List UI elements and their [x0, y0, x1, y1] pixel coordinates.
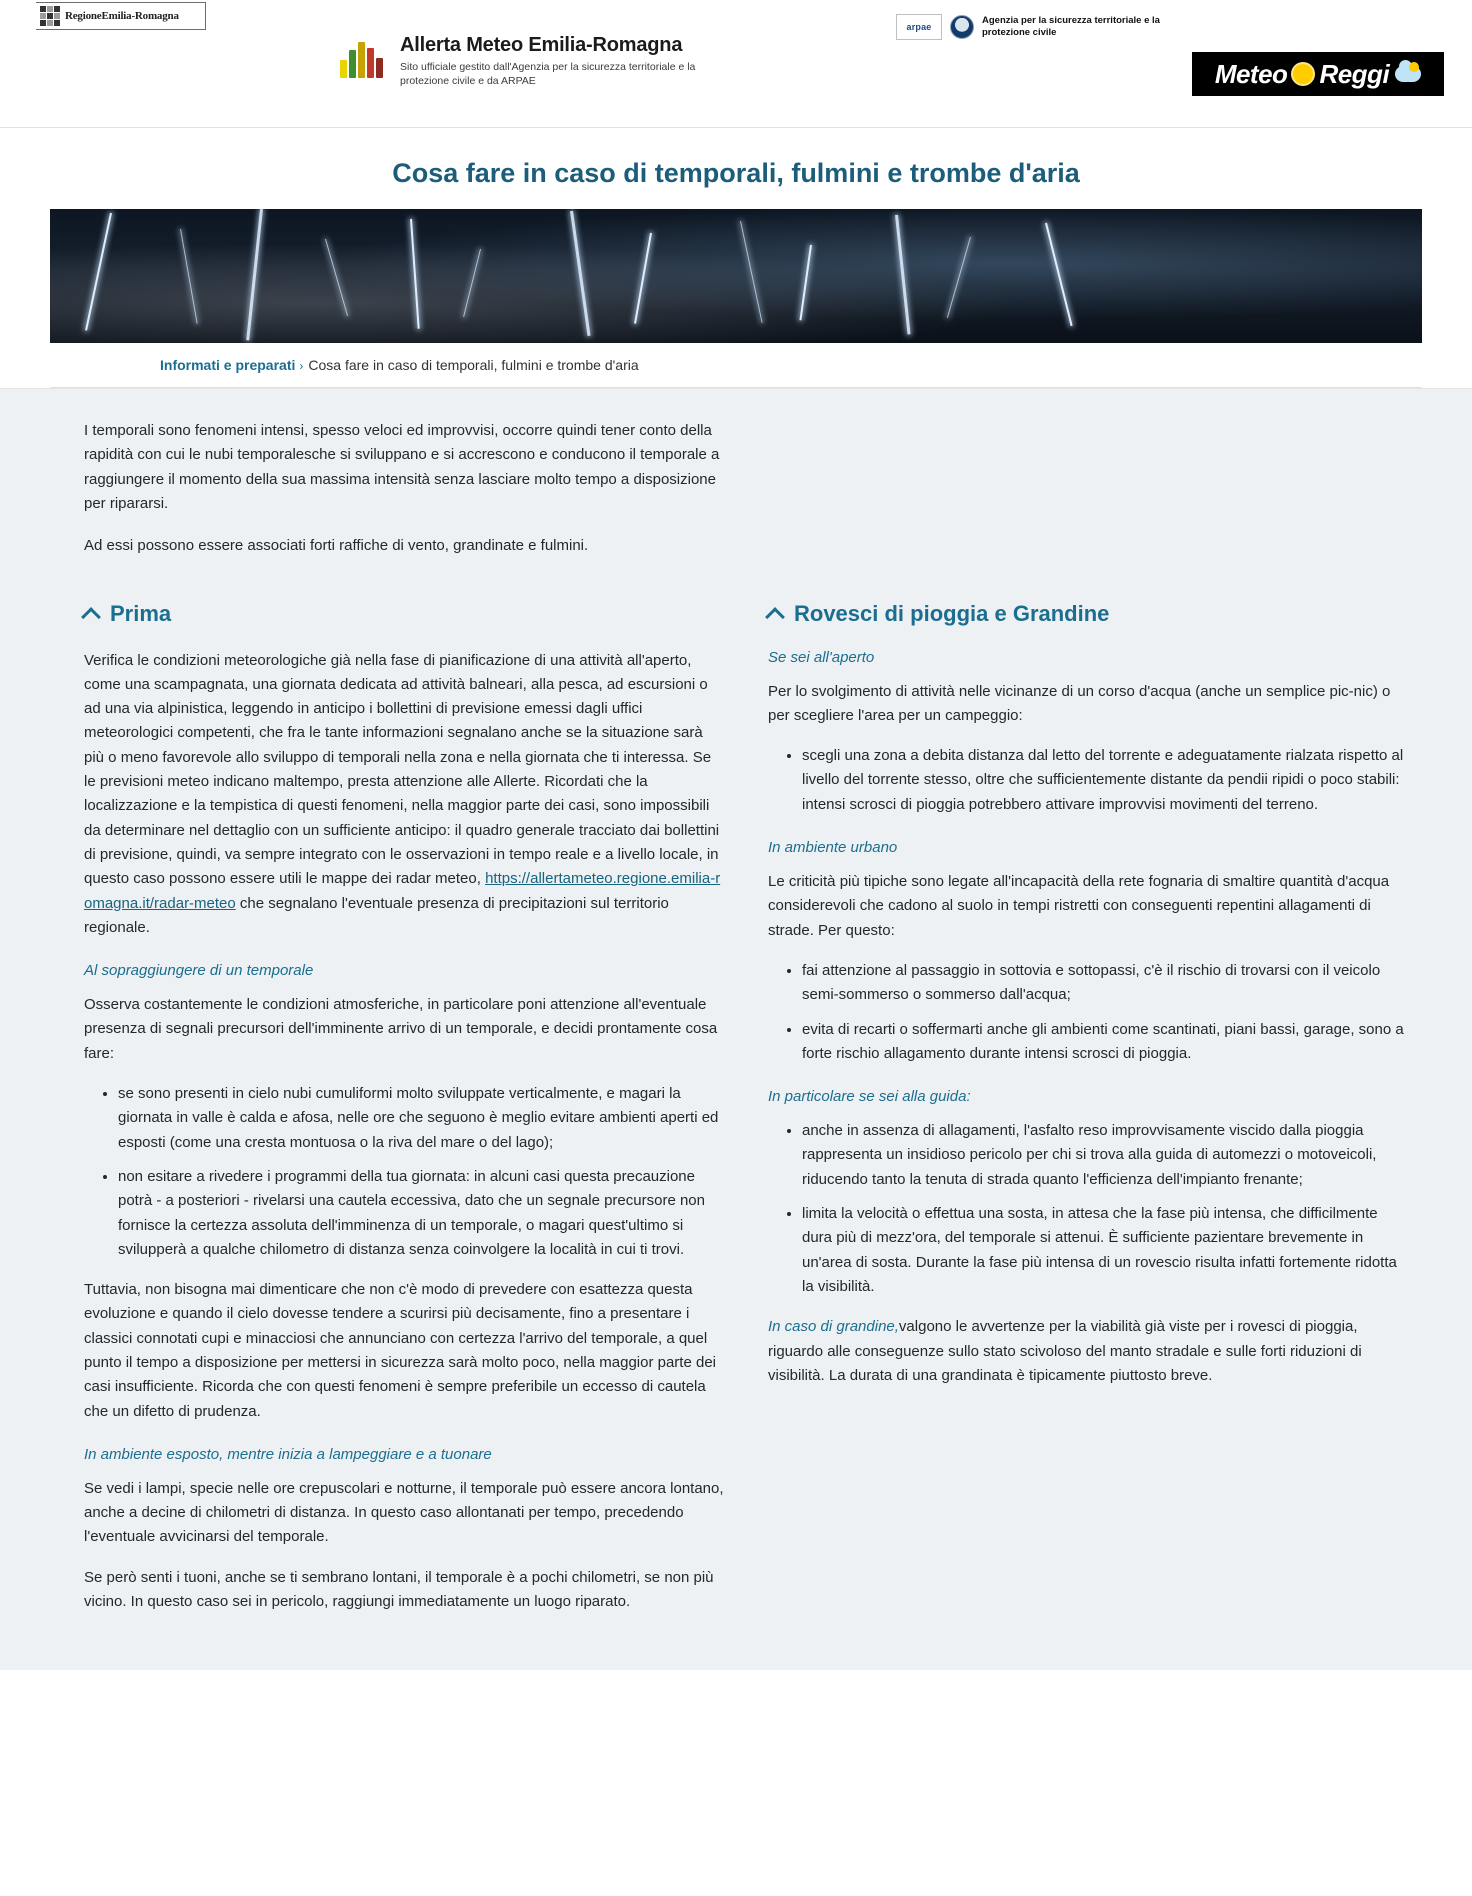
- rovesci-paragraph-1: Per lo svolgimento di attività nelle vicinanze di un corso d'acqua (anche un semplice pic-nic) o per scegliere l'area per un campeggio:: [768, 682, 1391, 724]
- prima-bullet-list: [84, 1082, 724, 1262]
- arpae-block[interactable]: [896, 14, 1172, 40]
- chevron-up-icon: [81, 607, 101, 627]
- subheading-se-sei-all-aperto: Se sei all'aperto: [768, 648, 875, 666]
- breadcrumb-separator-icon: ›: [299, 359, 304, 374]
- protezione-civile-badge-icon: [950, 15, 974, 39]
- list-item: • limita la velocità o effettua una sosta, in attesa che la fase più intensa, che difficilmente dura più di mezz'ora, del temporale si attenui. È sufficiente pazientare brevemente in un'area di sosta. Durante la fase più intensa di un rovescio risulta infatti fortemente ridotta la visibilità.: [802, 1202, 1408, 1299]
- list-item: • non esitare a rivedere i programmi della tua giornata: in alcuni casi questa precauzione potrà - a posteriori - rivelarsi una cautela eccessiva, dato che un segnale precursore non fornisce la certezza assoluta dell'imminenza di un temporale, o magari quest'ultimo si svilupperà a qualche chilometro di distanza senza coinvolgere la località in cui ti trovi.: [118, 1165, 724, 1262]
- radar-meteo-link[interactable]: https://allertameteo.regione.emilia-romagna.it/radar-meteo: [84, 870, 721, 912]
- intro-paragraph-2: Ad essi possono essere associati forti raffiche di vento, grandinate e fulmini.: [84, 537, 589, 555]
- section-header-prima[interactable]: [84, 601, 724, 627]
- arpae-logo-icon: arpae: [896, 14, 942, 40]
- column-rovesci: [768, 595, 1408, 1631]
- region-logo-icon: [40, 6, 60, 26]
- subheading-sopraggiungere: Al sopraggiungere di un temporale: [84, 962, 314, 980]
- breadcrumb-current: Cosa fare in caso di temporali, fulmini e trombe d'aria: [308, 357, 639, 374]
- list-item: • scegli una zona a debita distanza dal letto del torrente e adeguatamente rialzata rispetto al livello del torrente stesso, oltre che sufficientemente distante da pendii ripidi o poco stabili: intensi scrosci di pioggia potrebbero attivare improvvisi movimenti del terreno.: [802, 744, 1408, 817]
- meteo-reggi-word-2: Reggi: [1319, 58, 1390, 89]
- subheading-ambiente-esposto: In ambiente esposto, mentre inizia a lampeggiare e a tuonare: [84, 1445, 492, 1463]
- prima-p1-text-before: Verifica le condizioni meteorologiche già nella fase di pianificazione di una attività all'aperto, come una scampagnata, una giornata dedicata ad attività balneari, alla pesca, ad escursioni o ad una via alpinistica, leggendo in anticipo i bollettini di previsione emessi dagli uffici meteorologici competenti, che fra le tante informazioni segnalano anche se la situazione sarà più o meno favorevole allo sviluppo di temporali nella zona e nella giornata che ti interessa. Se le previsioni meteo indicano maltempo, presta attenzione alle Allerte. Ricordati che la localizzazione e la tempistica di questi fenomeni, nella maggior parte dei casi, sono impossibili da determinare nel dettaglio con un sufficiente anticipo: il quadro generale tracciato dai bollettini di previsione, quindi, va sempre integrato con le osservazioni in tempo reale e a livello locale, in questo caso possono essere utili le mappe dei radar meteo,: [84, 651, 720, 888]
- rovesci-closing-paragraph: [768, 1315, 1408, 1388]
- list-item: • fai attenzione al passaggio in sottovia e sottopassi, c'è il rischio di trovarsi con il veicolo semi-sommerso o sommerso dall'acqua;: [802, 959, 1408, 1008]
- prima-paragraph-2: Osserva costantemente le condizioni atmosferiche, in particolare poni attenzione all'eventuale presenza di segnali precursori dell'imminente arrivo di un temporale, e decidi prontamente cosa fare:: [84, 996, 718, 1062]
- rovesci-bullet-list-3: [768, 1119, 1408, 1299]
- list-item: • se sono presenti in cielo nubi cumuliformi molto sviluppate verticalmente, e magari la giornata in valle è calda e afosa, nelle ore che seguono è meglio evitare ambienti aperti ed esposti (come una cresta montuosa o la riva del mare o del lago);: [118, 1082, 724, 1155]
- brand-subtitle: Sito ufficiale gestito dall'Agenzia per la sicurezza territoriale e la protezione civile e da ARPAE: [400, 61, 696, 88]
- section-header-rovesci[interactable]: [768, 601, 1408, 627]
- cloud-sun-icon: [1395, 66, 1421, 82]
- brand-title: Allerta Meteo Emilia-Romagna: [400, 34, 683, 56]
- two-column-layout: [0, 577, 1472, 1631]
- hero-section: [0, 128, 1472, 389]
- rovesci-bullet-list-1: [768, 744, 1408, 817]
- breadcrumb-parent-link[interactable]: Informati e preparati: [160, 357, 296, 374]
- region-emilia-romagna-logo[interactable]: [36, 2, 206, 30]
- meteo-reggi-banner[interactable]: [1192, 52, 1444, 96]
- intro-block: [84, 419, 724, 558]
- hero-lightning-image: [50, 209, 1422, 343]
- column-prima: [84, 595, 724, 1631]
- region-logo-label: RegioneEmilia-Romagna: [65, 10, 179, 22]
- arpae-caption: Agenzia per la sicurezza territoriale e la protezione civile: [982, 14, 1160, 38]
- chevron-up-icon: [765, 607, 785, 627]
- main-content: [0, 389, 1472, 1670]
- list-item: • evita di recarti o soffermarti anche gli ambienti come scantinati, piani bassi, garage, sono a forte rischio allagamento durante intensi scrosci di pioggia.: [802, 1018, 1408, 1067]
- subheading-ambiente-urbano: In ambiente urbano: [768, 839, 898, 857]
- site-header: [0, 0, 1472, 128]
- intro-paragraph-1: I temporali sono fenomeni intensi, spesso veloci ed improvvisi, occorre quindi tener conto della rapidità con cui le nubi temporalesche si sviluppano e si accrescono e conducono il temporale a raggiungere il momento della sua massima intensità senza lasciare molto tempo a disposizione per ripararsi.: [84, 422, 720, 512]
- site-brand[interactable]: [340, 34, 720, 88]
- subheading-alla-guida: In particolare se sei alla guida:: [768, 1088, 971, 1106]
- closing-lead-text: In caso di grandine,: [768, 1318, 899, 1336]
- prima-paragraph-5: Se però senti i tuoni, anche se ti sembrano lontani, il temporale è a pochi chilometri, se non più vicino. In questo caso sei in pericolo, raggiungi immediatamente un luogo riparato.: [84, 1568, 714, 1611]
- rovesci-paragraph-2: Le criticità più tipiche sono legate all'incapacità della rete fognaria di smaltire quantità d'acqua considerevoli che cadono al suolo in tempi ristretti con conseguenti repentini allagamenti di strade. Per questo:: [768, 873, 1390, 939]
- section-title-prima: Prima: [110, 600, 172, 626]
- prima-p1-text-after: che segnalano l'eventuale presenza di precipitazioni sul territorio regionale.: [84, 894, 669, 936]
- list-item: • anche in assenza di allagamenti, l'asfalto reso improvvisamente viscido dalla pioggia rappresenta un insidioso pericolo per chi si trova alla guida di automezzi o motoveicoli, riducendo tanto la tenuta di strada quanto l'efficienza dell'impianto frenante;: [802, 1119, 1408, 1192]
- rovesci-bullet-list-2: [768, 959, 1408, 1066]
- prima-paragraph-3: Tuttavia, non bisogna mai dimenticare che non c'è modo di prevedere con esattezza questa evoluzione e quando il cielo dovesse tendere a scurirsi più decisamente, fino a presentare i classici connotati cupi e minacciosi che annunciano con certezza l'arrivo del temporale, a quel punto il tempo a disposizione per mettersi in sicurezza sarà molto poco, nella maggior parte dei casi insufficiente. Ricorda che con questi fenomeni è sempre preferibile un eccesso di cautela che un difetto di prudenza.: [84, 1281, 716, 1420]
- page-title: Cosa fare in caso di temporali, fulmini e trombe d'aria: [392, 158, 1080, 188]
- closing-body-text: valgono le avvertenze per la viabilità già viste per i rovesci di pioggia, riguardo alle conseguenze sullo stato scivoloso del manto stradale e sulle forti riduzioni di visibilità. La durata di una grandinata è tipicamente piuttosto breve.: [768, 1318, 1362, 1384]
- breadcrumb: [50, 343, 1422, 388]
- meteo-reggi-word-1: Meteo: [1214, 58, 1288, 89]
- prima-paragraph-1: [84, 649, 724, 941]
- allerta-meteo-logo-icon: [340, 34, 390, 78]
- section-title-rovesci: Rovesci di pioggia e Grandine: [794, 600, 1110, 626]
- sun-icon: [1293, 64, 1313, 84]
- prima-paragraph-4: Se vedi i lampi, specie nelle ore crepuscolari e notturne, il temporale può essere ancora lontano, anche a decine di chilometri di distanza. In questo caso allontanati per tempo, precedendo l'eventuale avvicinarsi del temporale.: [84, 1479, 724, 1546]
